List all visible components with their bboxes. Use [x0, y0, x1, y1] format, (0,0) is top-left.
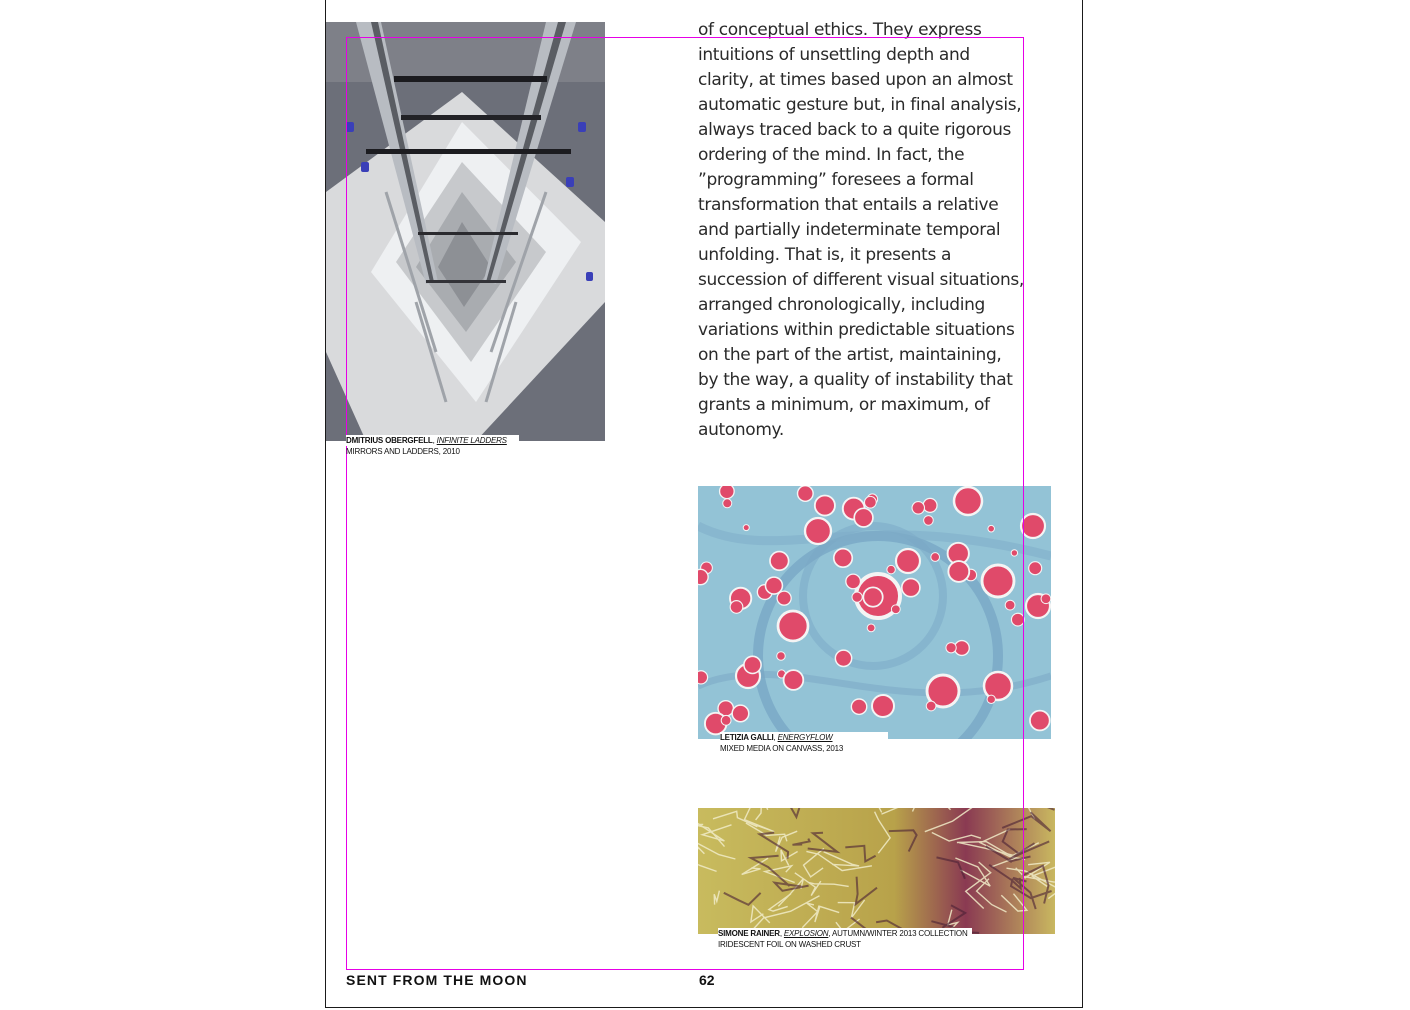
caption-extra: , AUTUMN/WINTER 2013 COLLECTION [828, 929, 968, 938]
body-line: on the part of the artist, maintaining, [698, 345, 1002, 365]
energyflow-caption: LETIZIA GALLI, ENERGYFLOW MIXED MEDIA ON CANVASS, 2013 [720, 732, 888, 754]
energyflow-image [698, 486, 1051, 739]
body-line: autonomy. [698, 420, 784, 440]
caption-title: INFINITE LADDERS [436, 436, 507, 445]
body-line: unfolding. That is, it presents a [698, 245, 952, 265]
body-line: ”programming” foresees a formal [698, 170, 974, 190]
body-line: grants a minimum, or maximum, of [698, 395, 990, 415]
body-line: always traced back to a quite rigorous [698, 120, 1012, 140]
body-line: ordering of the mind. In fact, the [698, 145, 965, 165]
body-line: succession of different visual situations, [698, 270, 1024, 290]
caption-medium: MIRRORS AND LADDERS, 2010 [346, 447, 460, 456]
caption-artist: DMITRIUS OBERGFELL [346, 436, 433, 445]
infinite-ladders-image [326, 22, 605, 441]
infinite-ladders-caption: DMITRIUS OBERGFELL, INFINITE LADDERS MIRRORS AND LADDERS, 2010 [346, 435, 519, 457]
body-line: variations within predictable situations [698, 320, 1015, 340]
body-text [698, 18, 1028, 443]
explosion-caption: SIMONE RAINER, EXPLOSION, AUTUMN/WINTER 2013 COLLECTION IRIDESCENT FOIL ON WASHED CRUST [718, 928, 972, 950]
explosion-image [698, 808, 1055, 934]
caption-artist: SIMONE RAINER [718, 929, 780, 938]
body-line: clarity, at times based upon an almost [698, 70, 1013, 90]
publication-name: SENT FROM THE MOON [346, 972, 528, 988]
caption-artist: LETIZIA GALLI [720, 733, 774, 742]
body-line: automatic gesture but, in final analysis, [698, 95, 1022, 115]
caption-title: ENERGYFLOW [777, 733, 833, 742]
body-line: and partially indeterminate temporal [698, 220, 1001, 240]
caption-medium: IRIDESCENT FOIL ON WASHED CRUST [718, 940, 861, 949]
page-number: 62 [699, 972, 715, 988]
body-line: of conceptual ethics. They express [698, 20, 982, 40]
body-line: by the way, a quality of instability that [698, 370, 1013, 390]
caption-title: EXPLOSION [783, 929, 829, 938]
caption-medium: MIXED MEDIA ON CANVASS, 2013 [720, 744, 844, 753]
body-line: intuitions of unsettling depth and [698, 45, 970, 65]
body-line: arranged chronologically, including [698, 295, 985, 315]
body-line: transformation that entails a relative [698, 195, 999, 215]
